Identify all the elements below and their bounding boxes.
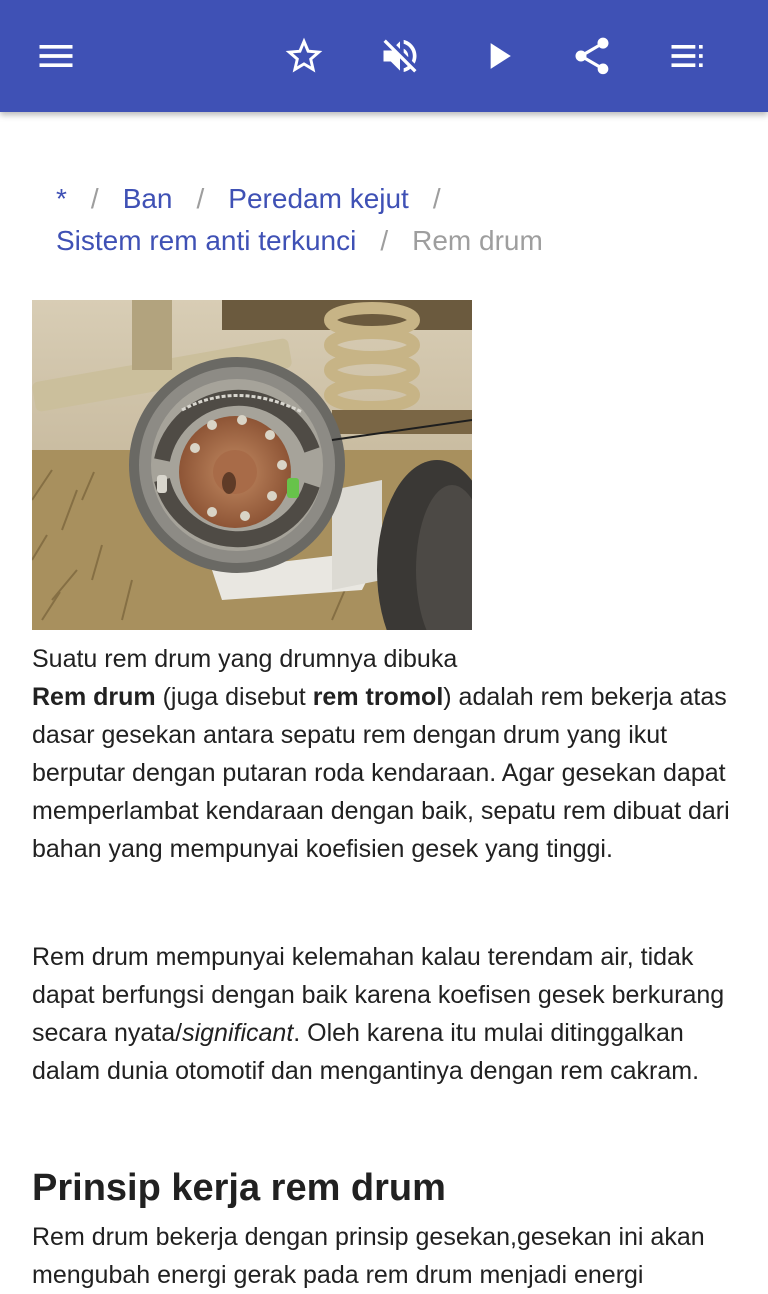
star-outline-icon bbox=[282, 34, 326, 78]
playlist-icon bbox=[666, 34, 710, 78]
paragraph-principle: Rem drum bekerja dengan prinsip gesekan,gesekan ini akan mengubah energi gerak pada rem drum menjadi energi bbox=[32, 1223, 705, 1289]
drum-brake-photo[interactable] bbox=[32, 300, 472, 630]
volume-off-icon bbox=[378, 34, 422, 78]
breadcrumb-link-ban[interactable]: Ban bbox=[122, 183, 173, 214]
bookmark-button[interactable] bbox=[276, 28, 332, 84]
section-heading: Prinsip kerja rem drum bbox=[32, 1167, 446, 1209]
breadcrumb-link-abs[interactable]: Sistem rem anti terkunci bbox=[56, 225, 357, 256]
breadcrumb-separator: / bbox=[380, 225, 389, 256]
breadcrumb-current: Rem drum bbox=[412, 225, 543, 256]
term-rem-tromol: rem tromol bbox=[312, 683, 444, 711]
breadcrumb-link-peredam-kejut[interactable]: Peredam kejut bbox=[228, 183, 409, 214]
term-rem-drum: Rem drum bbox=[32, 683, 156, 711]
drum-brake-illustration bbox=[32, 300, 472, 630]
app-bar bbox=[0, 0, 768, 112]
share-icon bbox=[570, 34, 614, 78]
paragraph-intro bbox=[32, 678, 738, 868]
text-fragment: (juga disebut bbox=[155, 683, 313, 711]
breadcrumb-separator: / bbox=[196, 183, 205, 214]
contents-button[interactable] bbox=[660, 28, 716, 84]
breadcrumb-separator: / bbox=[432, 183, 441, 214]
play-button[interactable] bbox=[470, 28, 526, 84]
play-icon bbox=[476, 34, 520, 78]
text-fragment: . Oleh karena itu mulai ditinggalkan dalam dunia otomotif dan mengantinya dengan rem cakram. bbox=[32, 1019, 700, 1085]
menu-icon bbox=[34, 34, 78, 78]
paragraph-weakness bbox=[32, 938, 738, 1090]
text-fragment: ) adalah rem bekerja atas dasar gesekan antara sepatu rem dengan drum yang ikut berputar dengan putaran roda kendaraan. Agar gesekan dapat memperlambat kendaraan dengan baik, sepatu rem dibuat dari bahan yang mempunyai koefisien gesek yang tinggi. bbox=[32, 683, 730, 863]
mute-button[interactable] bbox=[372, 28, 428, 84]
breadcrumb-link-home[interactable]: * bbox=[56, 183, 67, 214]
breadcrumb bbox=[56, 178, 736, 262]
breadcrumb-separator: / bbox=[90, 183, 99, 214]
text-fragment: Rem drum mempunyai kelemahan kalau terendam air, tidak dapat berfungsi dengan baik karena koefisen gesek berkurang secara nyata/ bbox=[32, 943, 725, 1047]
term-significant: significant bbox=[182, 1019, 294, 1047]
menu-button[interactable] bbox=[28, 28, 84, 84]
figure-caption: Suatu rem drum yang drumnya dibuka bbox=[32, 645, 458, 673]
share-button[interactable] bbox=[564, 28, 620, 84]
